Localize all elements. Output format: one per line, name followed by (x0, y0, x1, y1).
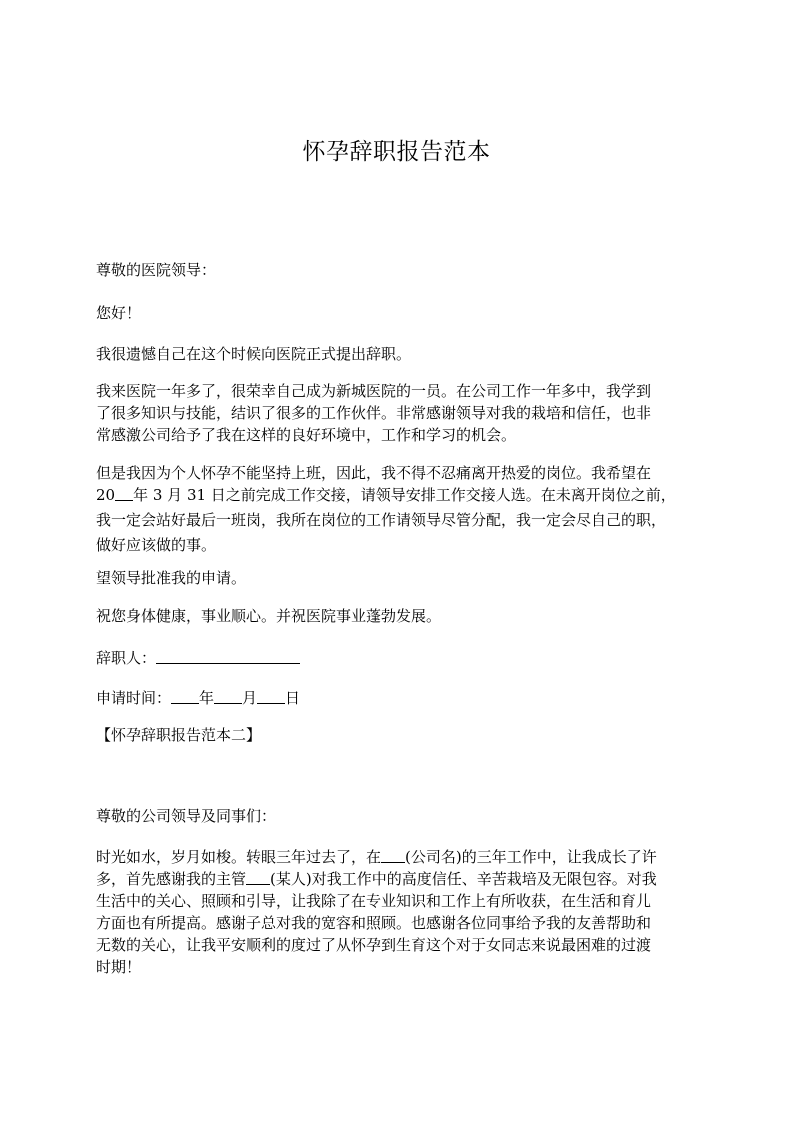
paragraph-line: 生活中的关心、照顾和引导，让我除了在专业知识和工作上有所收获，在生活和育儿 (96, 892, 652, 910)
paragraph-line: 无数的关心，让我平安顺利的度过了从怀孕到生育这个对于女同志来说最困难的过渡 (96, 936, 652, 954)
date-label: 申请时间： (96, 689, 172, 707)
paragraph-request: 望领导批准我的申请。 (96, 569, 247, 587)
text-segment: (某人)对我工作中的高度信任、辛苦栽培及无限包容。对我 (270, 870, 657, 888)
year-prefix: 20 (96, 486, 116, 504)
paragraph-line (96, 846, 700, 868)
month-blank (214, 689, 242, 704)
paragraph-line: 我来医院一年多了，很荣幸自己成为新城医院的一员。在公司工作一年多中，我学到 (96, 382, 652, 400)
paragraph-line (96, 868, 700, 890)
paragraph-line: 做好应该做的事。 (96, 536, 217, 554)
paragraph-wishes: 祝您身体健康，事业顺心。并祝医院事业蓬勃发展。 (96, 607, 442, 625)
salutation: 尊敬的医院领导： (96, 261, 217, 279)
resigner-signature-blank (156, 649, 300, 664)
text-segment: 时光如水，岁月如梭。转眼三年过去了，在 (96, 848, 382, 866)
year-label: 年 (199, 689, 215, 707)
date-line (96, 687, 700, 709)
text-segment: (公司名)的三年工作中，让我成长了许 (405, 848, 657, 866)
year-blank (171, 689, 199, 704)
paragraph-line: 我一定会站好最后一班岗，我所在岗位的工作请领导尽管分配，我一定会尽自己的职， (96, 511, 667, 529)
month-label: 月 (242, 689, 258, 707)
paragraph-line: 常感激公司给予了我在这样的良好环境中，工作和学习的机会。 (96, 426, 517, 444)
greeting: 您好！ (96, 304, 142, 322)
paragraph-line: 时期！ (96, 958, 142, 976)
salutation: 尊敬的公司领导及同事们： (96, 807, 277, 825)
page-title: 怀孕辞职报告范本 (302, 139, 491, 165)
paragraph-line: 了很多知识与技能，结识了很多的工作伙伴。非常感谢领导对我的栽培和信任，也非 (96, 404, 652, 422)
section-heading: 【怀孕辞职报告范本二】 (96, 726, 262, 744)
paragraph-line: 但是我因为个人怀孕不能坚持上班，因此，我不得不忍痛离开热爱的岗位。我希望在 (96, 464, 652, 482)
resigner-line (96, 647, 700, 669)
paragraph-resignation-intent: 我很遗憾自己在这个时候向医院正式提出辞职。 (96, 345, 412, 363)
text-segment: 多，首先感谢我的主管 (96, 870, 247, 888)
resigner-label: 辞职人： (96, 649, 157, 667)
paragraph-line: 方面也有所提高。感谢子总对我的宽容和照顾。也感谢各位同事给予我的友善帮助和 (96, 914, 652, 932)
paragraph-thanks (96, 846, 700, 978)
company-name-blank (381, 848, 405, 863)
day-label: 日 (285, 689, 301, 707)
supervisor-name-blank (246, 870, 270, 885)
paragraph-reason (96, 462, 700, 556)
day-blank (257, 689, 285, 704)
handover-text: 年 3 月 31 日之前完成工作交接，请领导安排工作交接人选。在未离开岗位之前， (133, 486, 676, 504)
paragraph-gratitude (96, 380, 700, 446)
paragraph-line (96, 484, 700, 506)
year-blank-underline (115, 486, 133, 501)
